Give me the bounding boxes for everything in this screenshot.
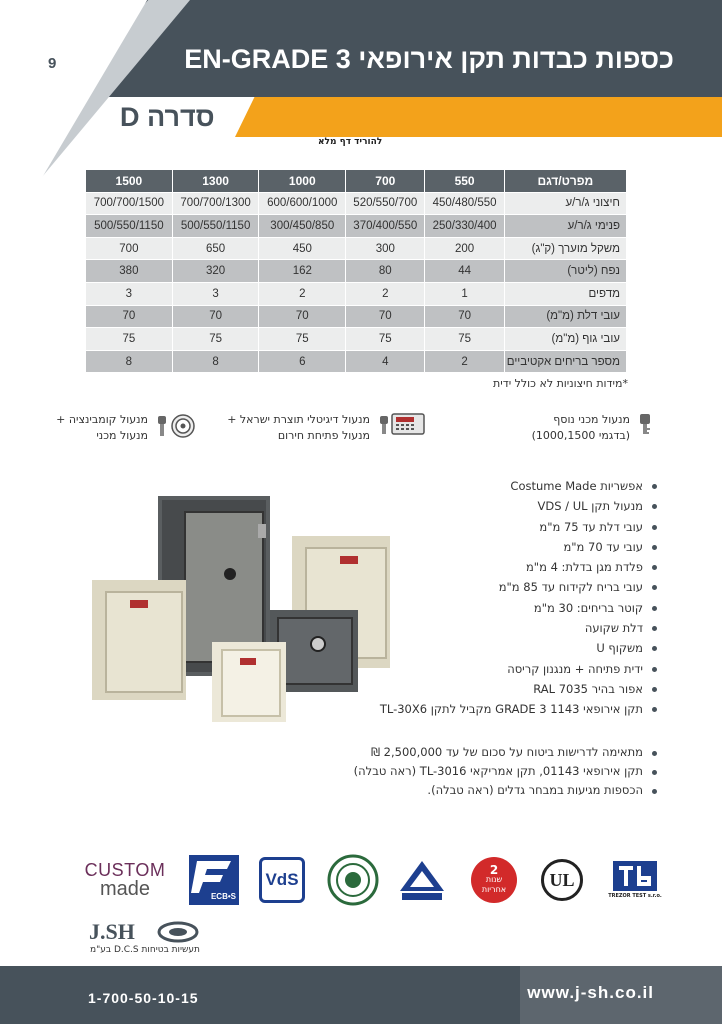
table-header-model: 550 bbox=[425, 170, 504, 193]
table-cell: 44 bbox=[425, 260, 504, 283]
table-header-row bbox=[86, 170, 627, 193]
table-cell: 2 bbox=[346, 282, 425, 305]
key-lock-icon bbox=[638, 412, 652, 438]
ul-logo bbox=[537, 852, 587, 908]
table-row bbox=[86, 328, 627, 351]
series-title: סדרה D bbox=[120, 102, 215, 132]
lock-option-line: מנעול קומבינציה + bbox=[56, 413, 148, 426]
table-cell: 300/450/850 bbox=[259, 215, 346, 238]
feature-item: אפשריות Costume Made bbox=[357, 476, 657, 496]
table-cell: 80 bbox=[346, 260, 425, 283]
lock-option-line: מנעול מכני נוסף bbox=[553, 413, 630, 426]
table-header-model: 1300 bbox=[172, 170, 259, 193]
table-footnote: *מידות חיצוניות לא כולל ידית bbox=[493, 377, 628, 390]
ecbs-logo bbox=[189, 852, 239, 908]
lock-option-mechanical bbox=[532, 412, 652, 444]
warranty-years: 2 bbox=[489, 863, 499, 877]
feature-item: תקן אירופאי 1143 GRADE 3 מקביל לתקן TL-30X6 bbox=[357, 699, 657, 719]
row-label: עובי דלת (מ"מ) bbox=[504, 305, 626, 328]
row-label: עובי גוף (מ"מ) bbox=[504, 328, 626, 351]
certification-logos bbox=[85, 852, 665, 908]
table-header-model: 1000 bbox=[259, 170, 346, 193]
table-cell: 75 bbox=[346, 328, 425, 351]
row-label: חיצוני ג/ר/ע bbox=[504, 192, 626, 215]
table-cell: 700/700/1300 bbox=[172, 192, 259, 215]
vds-logo bbox=[257, 852, 307, 908]
series-accent-band bbox=[235, 97, 722, 137]
table-cell: 70 bbox=[172, 305, 259, 328]
table-row bbox=[86, 282, 627, 305]
table-cell: 250/330/400 bbox=[425, 215, 504, 238]
table-cell: 8 bbox=[86, 350, 173, 373]
table-cell: 600/600/1000 bbox=[259, 192, 346, 215]
digital-keypad-icon bbox=[378, 412, 426, 438]
feature-item: עובי בריח לקידוח עד 85 מ"מ bbox=[357, 577, 657, 597]
row-label: פנימי ג/ר/ע bbox=[504, 215, 626, 238]
table-cell: 75 bbox=[425, 328, 504, 351]
company-tagline: תעשיות בטיחות D.C.S בע"מ bbox=[90, 945, 200, 955]
table-row bbox=[86, 305, 627, 328]
table-row bbox=[86, 192, 627, 215]
table-cell: 200 bbox=[425, 237, 504, 260]
table-cell: 1 bbox=[425, 282, 504, 305]
warranty-badge bbox=[469, 852, 519, 908]
table-cell: 70 bbox=[425, 305, 504, 328]
feature-item: משקוף U bbox=[357, 638, 657, 658]
extras-item: הכספות מגיעות במבחר גדלים (ראה טבלה). bbox=[277, 781, 657, 800]
custom-made-logo bbox=[85, 852, 165, 908]
footer-phone[interactable]: 1-700-50-10-15 bbox=[88, 990, 199, 1006]
table-cell: 70 bbox=[259, 305, 346, 328]
table-cell: 70 bbox=[86, 305, 173, 328]
table-cell: 75 bbox=[172, 328, 259, 351]
table-cell: 320 bbox=[172, 260, 259, 283]
table-cell: 300 bbox=[346, 237, 425, 260]
page-title: כספות כבדות תקן אירופאי EN-GRADE 3 bbox=[184, 44, 674, 74]
table-cell: 380 bbox=[86, 260, 173, 283]
table-cell: 70 bbox=[346, 305, 425, 328]
custom-made-line1: CUSTOM bbox=[84, 860, 166, 880]
feature-item: מנעול תקן VDS / UL bbox=[357, 496, 657, 516]
table-cell: 4 bbox=[346, 350, 425, 373]
standards-institute-seal bbox=[325, 852, 381, 908]
lock-option-line: מנעול מכני bbox=[96, 429, 148, 442]
feature-item: פלדת מגן בדלת: 4 מ"מ bbox=[357, 557, 657, 577]
trezor-icon bbox=[613, 861, 657, 891]
lock-option-line: מנעול פתיחת חירום bbox=[277, 429, 370, 442]
table-row bbox=[86, 215, 627, 238]
custom-made-line2: made bbox=[99, 878, 151, 900]
table-header-model: 700 bbox=[346, 170, 425, 193]
table-header-model: 1500 bbox=[86, 170, 173, 193]
row-label: נפח (ליטר) bbox=[504, 260, 626, 283]
download-full-page-link[interactable]: להוריד דף מלא bbox=[318, 137, 383, 147]
feature-item: קוטר בריחים: 30 מ"מ bbox=[357, 598, 657, 618]
company-emblem-icon bbox=[157, 921, 199, 943]
lock-option-line: מנעול דיגיטלי תוצרת ישראל + bbox=[227, 413, 370, 426]
trezor-test-logo bbox=[605, 852, 665, 908]
company-name: J.SH bbox=[89, 919, 135, 944]
vds-text: VdS bbox=[265, 870, 299, 889]
feature-item: דלת שקועה bbox=[357, 618, 657, 638]
warranty-line2: אחריות bbox=[481, 885, 507, 894]
seal-icon bbox=[327, 854, 379, 906]
table-cell: 2 bbox=[425, 350, 504, 373]
table-cell: 3 bbox=[86, 282, 173, 305]
combination-dial-icon bbox=[156, 412, 196, 440]
table-cell: 2 bbox=[259, 282, 346, 305]
table-cell: 450 bbox=[259, 237, 346, 260]
table-cell: 520/550/700 bbox=[346, 192, 425, 215]
ecbs-text: ECB•S bbox=[210, 892, 236, 901]
table-cell: 75 bbox=[86, 328, 173, 351]
lock-option-digital bbox=[227, 412, 426, 444]
warranty-line1: שנות bbox=[485, 875, 503, 884]
feature-item: עובי דלת עד 75 מ"מ bbox=[357, 517, 657, 537]
table-row bbox=[86, 350, 627, 373]
footer-website-link[interactable]: www.j-sh.co.il bbox=[527, 983, 654, 1002]
table-cell: 162 bbox=[259, 260, 346, 283]
table-cell: 500/550/1150 bbox=[86, 215, 173, 238]
table-cell: 450/480/550 bbox=[425, 192, 504, 215]
safes-product-photo bbox=[90, 494, 390, 724]
trezor-text: TREZOR TEST s.r.o. bbox=[608, 893, 662, 899]
table-cell: 650 bbox=[172, 237, 259, 260]
spec-table bbox=[85, 169, 627, 373]
table-cell: 500/550/1150 bbox=[172, 215, 259, 238]
row-label: מדפים bbox=[504, 282, 626, 305]
table-header-label: מפרט/דגם bbox=[504, 170, 626, 193]
israel-standard-icon bbox=[398, 857, 446, 903]
extras-item: תקן אירופאי 01143, תקן אמריקאי TL-3016 (ראה טבלה) bbox=[277, 762, 657, 781]
extras-list bbox=[277, 743, 657, 800]
row-label: מספר בריחים אקטיביים bbox=[504, 350, 626, 373]
table-row bbox=[86, 260, 627, 283]
table-cell: 700 bbox=[86, 237, 173, 260]
lock-option-combination bbox=[56, 412, 196, 444]
feature-item: עובי עד 70 מ"מ bbox=[357, 537, 657, 557]
feature-item: אפור בהיר RAL 7035 bbox=[357, 679, 657, 699]
page-number: 9 bbox=[48, 55, 57, 72]
table-cell: 6 bbox=[259, 350, 346, 373]
israel-standard-logo bbox=[397, 852, 447, 908]
table-cell: 370/400/550 bbox=[346, 215, 425, 238]
table-cell: 3 bbox=[172, 282, 259, 305]
table-row bbox=[86, 237, 627, 260]
lock-option-line: (בדגמי 1000,1500) bbox=[531, 429, 630, 442]
extras-item: מתאימה לדרישות ביטוח על סכום של עד 2,500,000 ₪ bbox=[277, 743, 657, 762]
table-cell: 8 bbox=[172, 350, 259, 373]
table-cell: 700/700/1500 bbox=[86, 192, 173, 215]
table-cell: 75 bbox=[259, 328, 346, 351]
feature-list bbox=[357, 476, 657, 720]
ul-text: UL bbox=[549, 869, 575, 890]
row-label: משקל מוערך (ק"ג) bbox=[504, 237, 626, 260]
feature-item: ידית פתיחה + מנגנון קריסה bbox=[357, 659, 657, 679]
